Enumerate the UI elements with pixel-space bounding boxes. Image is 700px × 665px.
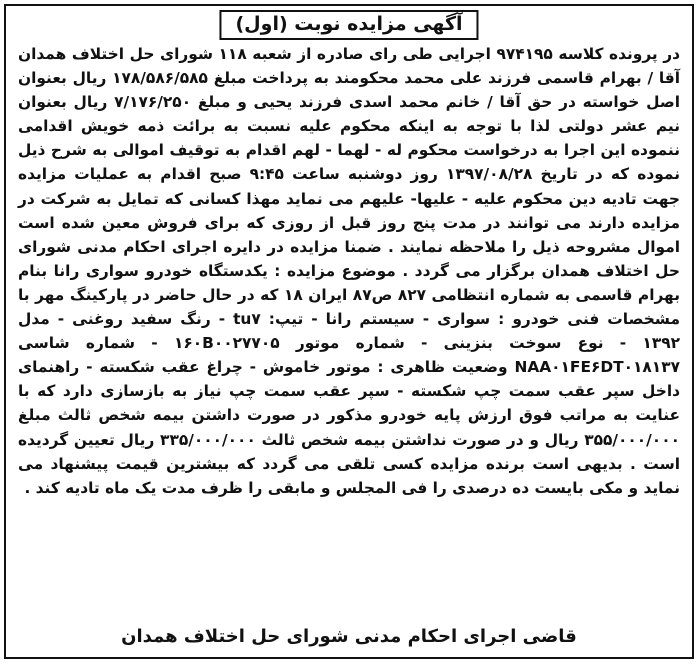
- notice-title: آگهی مزایده نوبت (اول): [219, 10, 478, 40]
- notice-signature: قاضی اجرای احکام مدنی شورای حل اختلاف همدان: [121, 626, 577, 647]
- notice-body: در پرونده کلاسه ۹۷۴۱۹۵ اجرایی طی رای صادره از شعبه ۱۱۸ شورای حل اختلاف همدان آقا / بهرام قاسمی فرزند علی محمد محکومند به پرداخت مبلغ ۱۷۸/۵۸۶/۵۸۵ ریال بعنوان اصل خواسته در حق آقا / خانم محمد اسدی فرزند یحیی و مبلغ ۷/۱۷۶/۲۵۰ ریال بعنوان نیم عشر دولتی لذا با توجه به اینکه محکوم علیه نسبت به برائت ذمه خویش اقدامی ننموده این اجرا به درخواست محکوم له - لهما - لهم اقدام به توقیف اموالی به شرح ذیل نموده که در تاریخ ۱۳۹۷/۰۸/۲۸ روز دوشنبه ساعت ۹:۴۵ صبح اقدام به عملیات مزایده جهت تادیه دین محکوم علیه - علیها- علیهم می نماید مهذا کسانی که تمایل به شرکت در مزایده دارند می توانند در مدت پنج روز قبل از روزی که برای فروش معین شده است اموال مشروحه ذیل را ملاحظه نمایند . ضمنا مزایده در دایره اجرای احکام مدنی شورای حل اختلاف همدان برگزار می گردد . موضوع مزایده : یکدستگاه خودرو سواری رانا بنام بهرام قاسمی به شماره انتظامی ۸۲۷ ص۸۷ ایران ۱۸ که در حال حاضر در پارکینگ مهر با مشخصات فنی خودرو : سواری - سیستم رانا - تیپ: tu۷ - رنگ سفید روغنی - مدل ۱۳۹۲ - نوع سوخت بنزینی - شماره موتور ۱۶۰B۰۰۲۷۷۰۵ - شماره شاسی NAA۰۱FE۶DT۰۱۸۱۳۷ وضعیت ظاهری : موتور خاموش - چراغ عقب شکسته - راهنمای داخل سپر عقب سمت چپ شکسته - سپر عقب سمت چپ نیاز به بازسازی دارد که با عنایت به مراتب فوق ارزش پایه خودرو مذکور در صورت داشتن بیمه شخص ثالث مبلغ ۳۵۵/۰۰۰/۰۰۰ ریال و در صورت نداشتن بیمه شخص ثالث ۳۳۵/۰۰۰/۰۰۰ ریال تعیین گردیده است . بدیهی است برنده مزایده کسی تلقی می گردد که بیشترین قیمت پیشنهاد می نماید و مکی بایست ده درصدی را فی المجلس و مابقی را ظرف مدت یک ماه تادیه کند .: [18, 45, 680, 497]
- auction-notice: [4, 4, 694, 659]
